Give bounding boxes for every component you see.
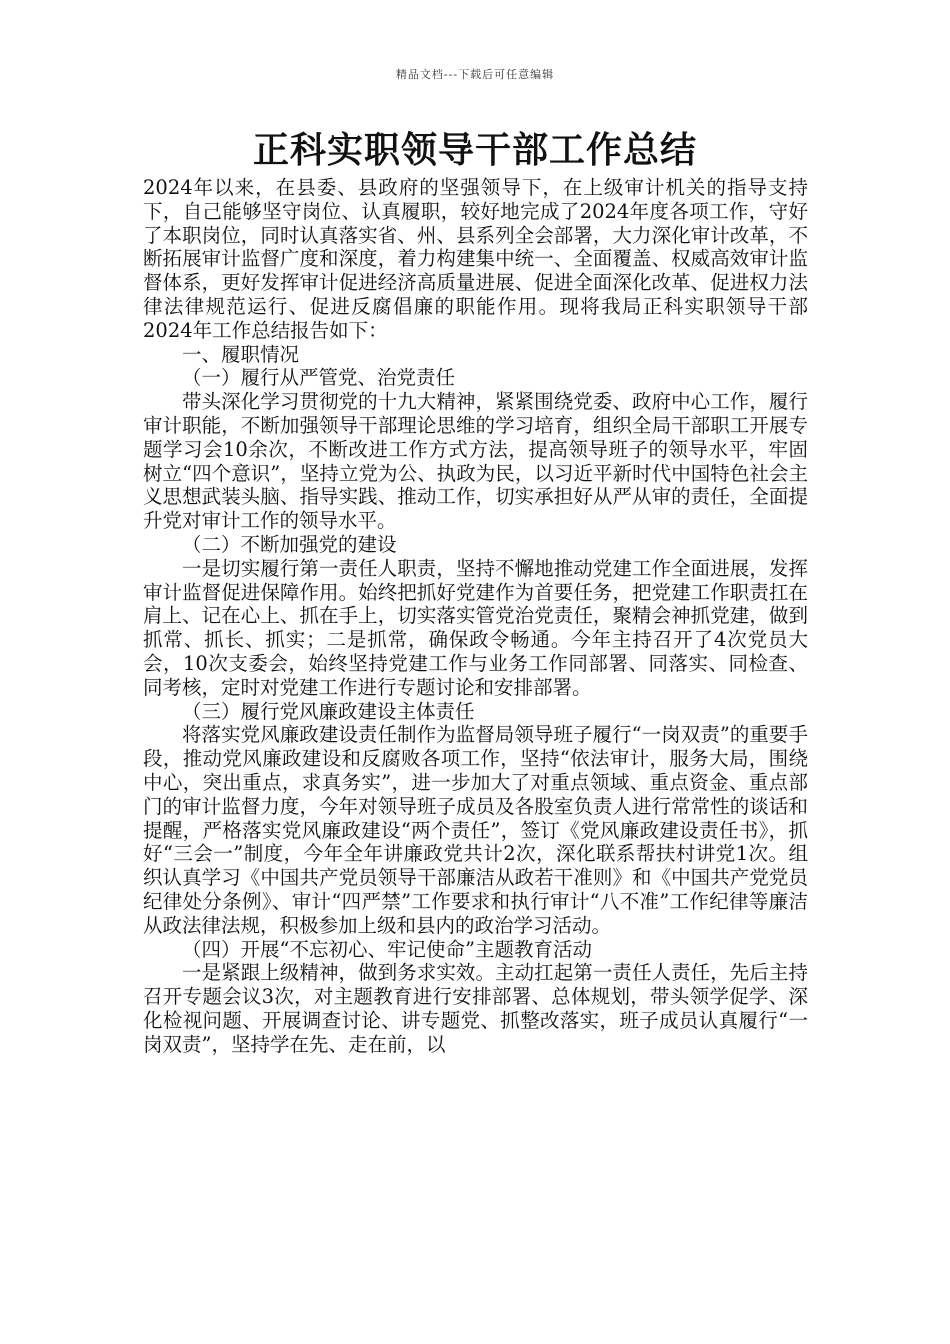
header-note: 精品文档---下载后可任意编辑 xyxy=(395,68,555,81)
subsection-heading-4: （四）开展“不忘初心、牢记使命”主题教育活动 xyxy=(182,937,592,961)
paragraph-1: 带头深化学习贯彻党的十九大精神，紧紧围绕党委、政府中心工作，履行审计职能，不断加强领导干部理论思维的学习培育，组织全局干部职工开展专题学习会10余次，不断改进工作方式方法，提高领导班子的领导水平，牢固树立“四个意识”，坚持立党为公、执政为民，以习近平新时代中国特色社会主义思想武装头脑、指导实践、推动工作，切实承担好从严从审的责任，全面提升党对审计工作的领导水平。 xyxy=(143,390,808,533)
subsection-heading-2: （二）不断加强党的建设 xyxy=(182,532,397,556)
subsection-heading-3: （三）履行党风廉政建设主体责任 xyxy=(182,699,475,723)
paragraph-3: 将落实党风廉政建设责任制作为监督局领导班子履行“一岗双责”的重要手段，推动党风廉政建设和反腐败各项工作，坚持“依法审计，服务大局，围绕中心，突出重点，求真务实”，进一步加大了对重点领域、重点资金、重点部门的审计监督力度，今年对领导班子成员及各股室负责人进行常常性的谈话和提醒，严格落实党风廉政建设“两个责任”，签订《党风廉政建设责任书》，抓好“三会一”制度，今年全年讲廉政党共计2次，深化联系帮扶村讲党1次。组织认真学习《中国共产党员领导干部廉洁从政若干准则》和《中国共产党党员纪律处分条例》、审计“四严禁”工作要求和执行审计“八不准”工作纪律等廉洁从政法律法规，积极参加上级和县内的政治学习活动。 xyxy=(143,723,808,937)
paragraph-2: 一是切实履行第一责任人职责，坚持不懈地推动党建工作全面进展，发挥审计监督促进保障作用。始终把抓好党建作为首要任务，把党建工作职责扛在肩上、记在心上、抓在手上，切实落实管党治党责任，聚精会神抓党建，做到抓常、抓长、抓实；二是抓常，确保政令畅通。今年主持召开了4次党员大会，10次支委会，始终坚持党建工作与业务工作同部署、同落实、同检查、同考核，定时对党建工作进行专题讨论和安排部署。 xyxy=(143,556,808,699)
document-body xyxy=(143,176,808,1056)
paragraph-4: 一是紧跟上级精神，做到务求实效。主动扛起第一责任人责任，先后主持召开专题会议3次，对主题教育进行安排部署、总体规划，带头领学促学、深化检视问题、开展调查讨论、讲专题党、抓整改落实，班子成员认真履行“一岗双责”，坚持学在先、走在前，以 xyxy=(143,961,808,1056)
document-title: 正科实职领导干部工作总结 xyxy=(252,130,697,171)
paragraph-intro: 2024年以来，在县委、县政府的坚强领导下，在上级审计机关的指导支持下，自己能够坚守岗位、认真履职，较好地完成了2024年度各项工作，守好了本职岗位，同时认真落实省、州、县系列全会部署，大力深化审计改革，不断拓展审计监督广度和深度，着力构建集中统一、全面覆盖、权威高效审计监督体系，更好发挥审计促进经济高质量进展、促进全面深化改革、促进权力法律法律规范运行、促进反腐倡廉的职能作用。现将我局正科实职领导干部2024年工作总结报告如下： xyxy=(143,176,808,342)
section-heading-1: 一、履职情况 xyxy=(182,342,300,366)
subsection-heading-1: （一）履行从严管党、治党责任 xyxy=(182,366,456,390)
